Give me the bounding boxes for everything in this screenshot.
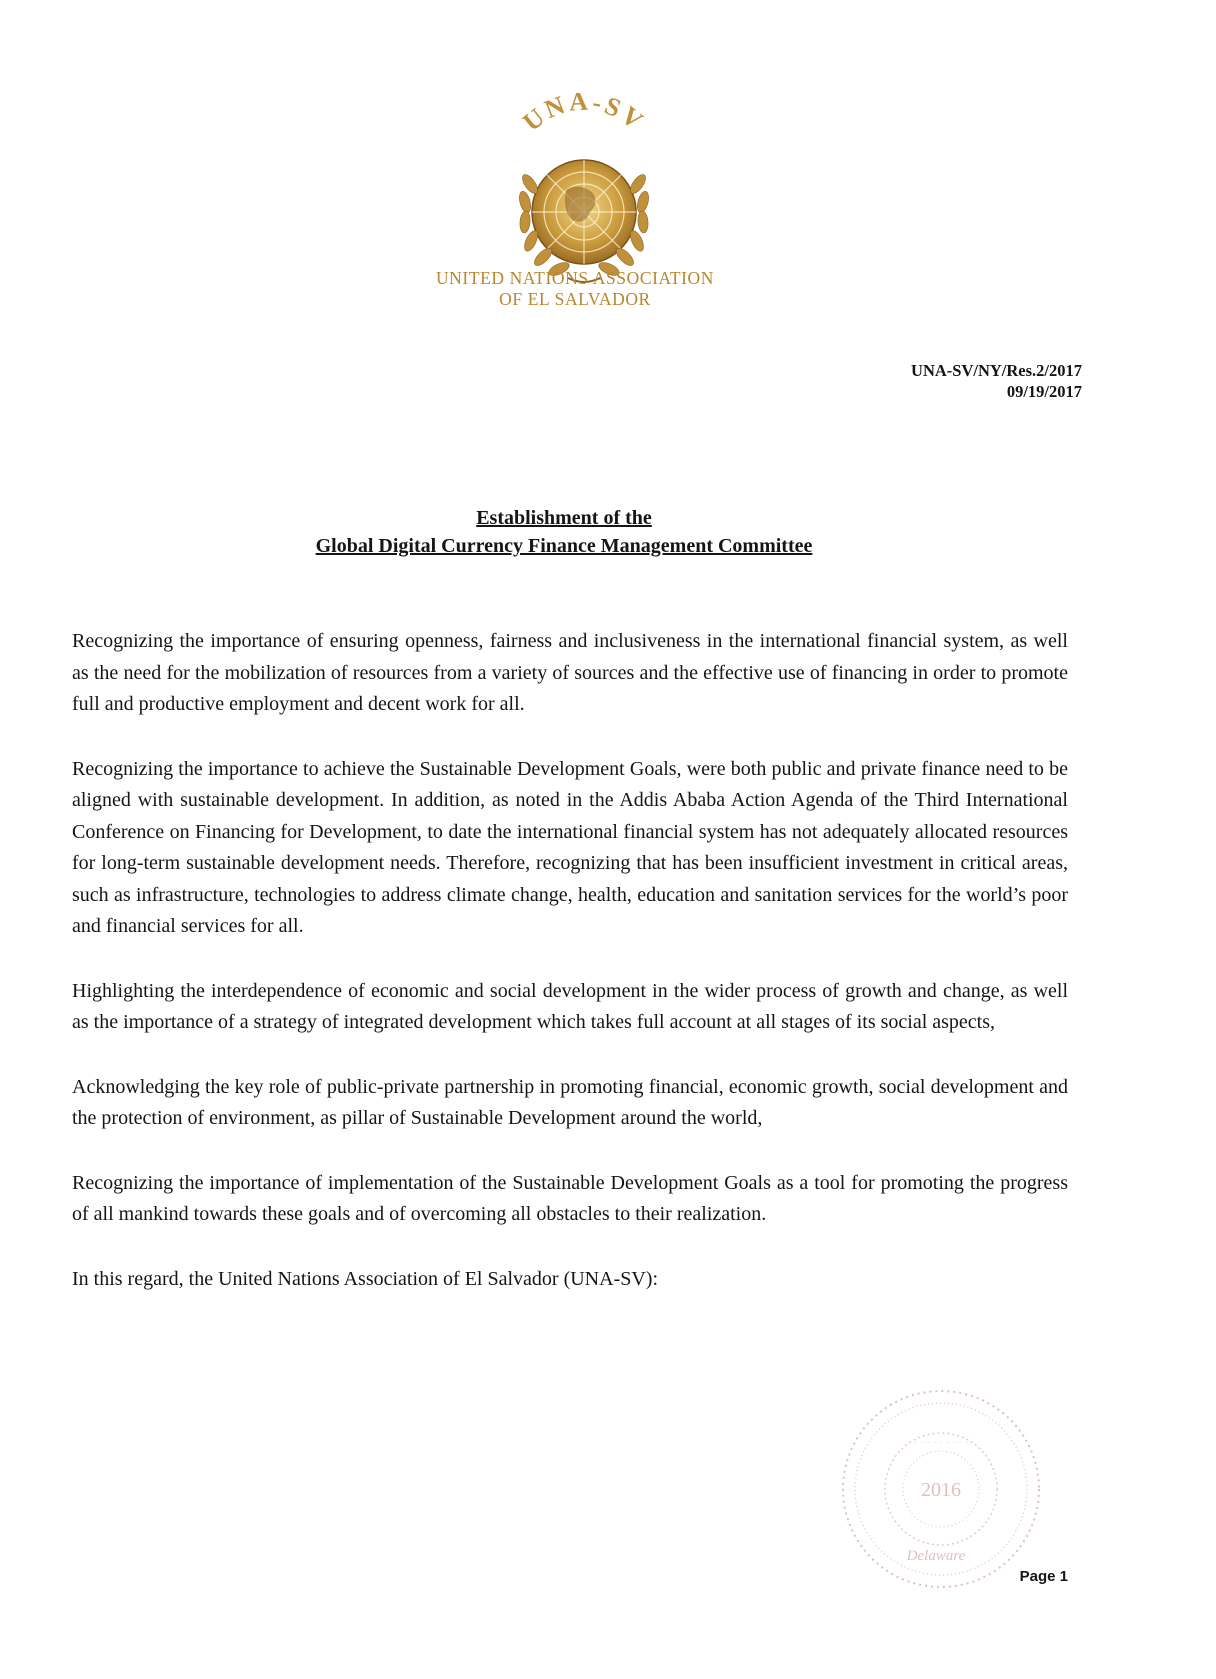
title-line2: Global Digital Currency Finance Management Committee	[315, 535, 813, 557]
paragraph: Highlighting the interdependence of economic and social development in the wider process of growth and change, as well as the importance of a strategy of integrated development which takes full account at all stages of its social aspects,	[72, 979, 1068, 1033]
seal-stamp	[836, 1384, 1046, 1594]
svg-text:UNA-SV: UNA-SV	[517, 86, 651, 137]
paragraph: Recognizing the importance of ensuring openness, fairness and inclusiveness in the international financial system, as well as the need for the mobilization of resources from a variety of sources and the effective use of financing in order to promote full and productive employment and decent work for all.	[72, 630, 1068, 715]
title-line1: Establishment of the	[476, 507, 652, 529]
paragraph: Recognizing the importance of implementation of the Sustainable Development Goals as a tool for promoting the progress of all mankind towards these goals and of overcoming all obstacles to their realization.	[72, 1171, 1068, 1225]
paragraph: Recognizing the importance to achieve the Sustainable Development Goals, were both public and private finance need to be aligned with sustainable development. In addition, as noted in the Addis Ababa Action Agenda of the Third International Conference on Financing for Development, to date the international financial system has not adequately allocated resources for long-term sustainable development needs. Therefore, recognizing that has been insufficient investment in critical areas, such as infrastructure, technologies to address climate change, health, education and sanitation services for the world’s poor and financial services for all.	[72, 757, 1068, 937]
paragraph: Acknowledging the key role of public-private partnership in promoting financial, economic growth, social development and the protection of environment, as pillar of Sustainable Development around the world,	[72, 1075, 1068, 1129]
organization-name-line2: OF EL SALVADOR	[499, 289, 651, 309]
svg-text:· · · · · · · · ·: · · · · · · · · ·	[913, 1437, 969, 1449]
resolution-code: UNA-SV/NY/Res.2/2017	[911, 361, 1082, 380]
document-title	[0, 504, 1128, 560]
paragraph: In this regard, the United Nations Association of El Salvador (UNA-SV):	[72, 1267, 659, 1290]
seal-icon	[836, 1384, 1046, 1594]
organization-name-line1: UNITED NATIONS ASSOCIATION	[435, 268, 715, 288]
seal-year: 2016	[921, 1479, 961, 1501]
reference-block	[911, 360, 1082, 402]
document-body	[72, 626, 1068, 1295]
seal-place: Delaware	[906, 1548, 966, 1564]
organization-name	[350, 268, 800, 310]
page-number: Page 1	[1019, 1568, 1068, 1585]
resolution-date: 09/19/2017	[1006, 382, 1082, 401]
